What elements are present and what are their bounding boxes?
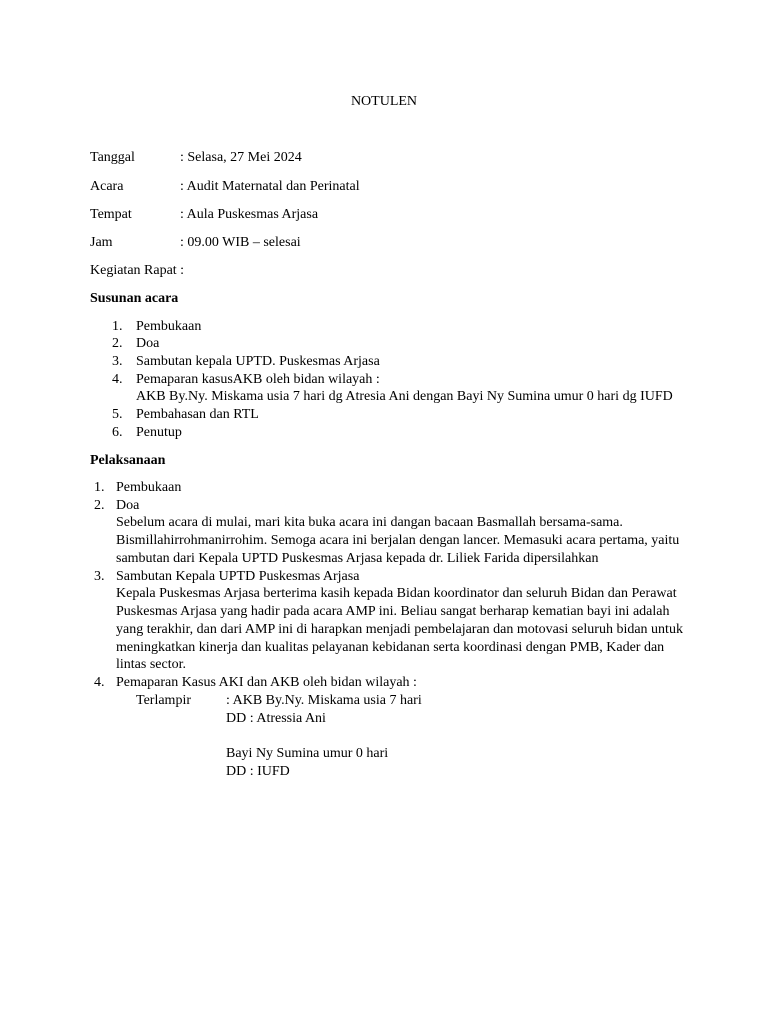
document-title: NOTULEN [350,94,418,109]
field-value: : 09.00 WIB – selesai [180,235,301,250]
list-item: Pembukaan [116,480,182,495]
list-item-subtext: AKB By.Ny. Miskama usia 7 hari dg Atresia Ani dengan Bayi Ny Sumina umur 0 hari dg IUFD [136,389,673,404]
paragraph-line: Puskesmas Arjasa yang hadir pada acara AMP ini. Beliau sangat berharap kematian bayi ini adalah [116,604,670,619]
list-item: Pemaparan Kasus AKI dan AKB oleh bidan wilayah : [116,675,417,690]
terlampir-line: Bayi Ny Sumina umur 0 hari [226,746,389,761]
paragraph-line: Kepala Puskesmas Arjasa berterima kasih kepada Bidan koordinator dan seluruh Bidan dan Perawat [116,586,677,601]
paragraph-line: lintas sector. [116,657,186,672]
terlampir-line: DD : Atressia Ani [226,711,326,726]
pelaksanaan-heading: Pelaksanaan [90,453,166,468]
field-label: Acara [90,179,124,194]
field-value: : Aula Puskesmas Arjasa [180,207,319,222]
field-value: : Selasa, 27 Mei 2024 [180,150,302,165]
field-label: Tanggal [90,150,135,165]
list-number: 1. [112,319,123,334]
paragraph-line: Sebelum acara di mulai, mari kita buka acara ini dangan bacaan Basmallah bersama-sama. [116,515,623,530]
paragraph-line: sambutan dari Kepala UPTD Puskesmas Arjasa kepada dr. Liliek Farida dipersilahkan [116,551,599,566]
kegiatan-label: Kegiatan Rapat : [90,263,185,278]
list-item: Sambutan kepala UPTD. Puskesmas Arjasa [136,354,380,369]
list-number: 3. [94,569,105,584]
list-number: 1. [94,480,105,495]
susunan-heading: Susunan acara [90,291,179,306]
list-item: Sambutan Kepala UPTD Puskesmas Arjasa [116,569,360,584]
list-number: 5. [112,407,123,422]
list-number: 4. [94,675,105,690]
list-item: Doa [136,336,160,351]
list-item: Pembahasan dan RTL [136,407,259,422]
field-label: Tempat [90,207,132,222]
list-item: Pemaparan kasusAKB oleh bidan wilayah : [136,372,380,387]
terlampir-line: DD : IUFD [226,764,290,779]
paragraph-line: Bismillahirrohmanirrohim. Semoga acara ini berjalan dengan lancer. Memasuki acara pertama, yaitu [116,533,680,548]
field-label: Jam [90,235,113,250]
list-item: Doa [116,498,140,513]
terlampir-line: : AKB By.Ny. Miskama usia 7 hari [226,693,422,708]
paragraph-line: yang terakhir, dan dari AMP ini di harapkan menjadi pembelajaran dan motovasi seluruh bidan untuk [116,622,683,637]
list-number: 2. [94,498,105,513]
paragraph-line: meningkatkan kinerja dan kualitas pelayanan kebidanan serta koordinasi dengan PMB, Kader dan [116,640,665,655]
list-number: 3. [112,354,123,369]
terlampir-label: Terlampir [136,693,191,708]
list-number: 4. [112,372,123,387]
list-item: Penutup [136,425,182,440]
field-value: : Audit Maternatal dan Perinatal [180,179,360,194]
list-number: 6. [112,425,123,440]
list-item: Pembukaan [136,319,202,334]
list-number: 2. [112,336,123,351]
